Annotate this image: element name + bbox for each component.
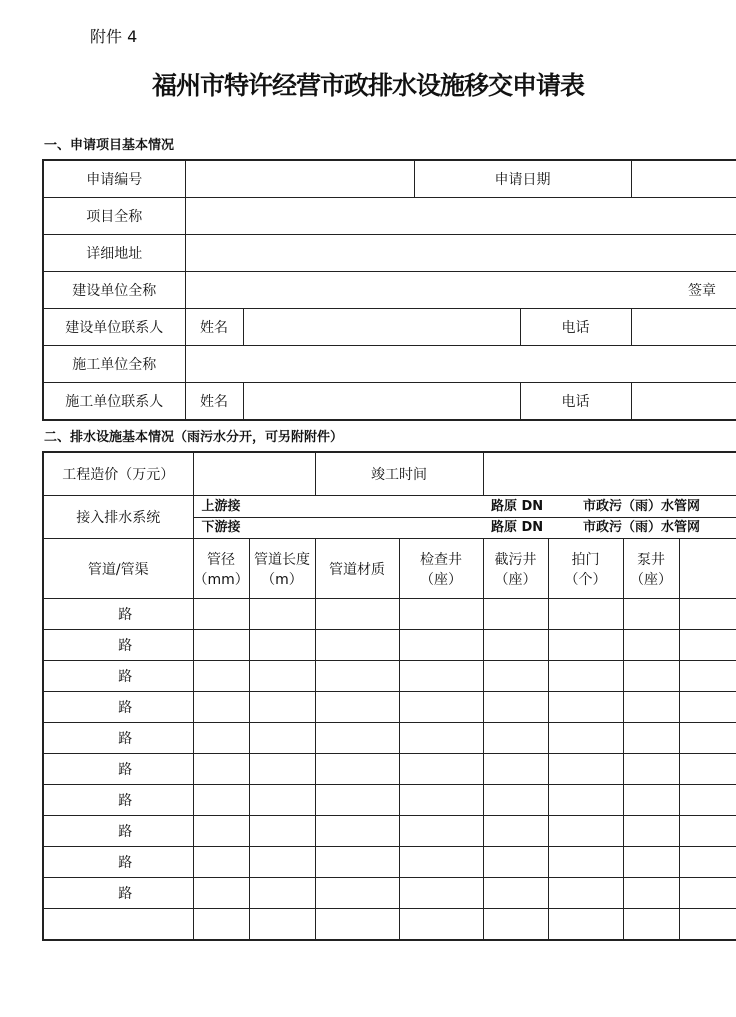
pipe-data-cell[interactable]	[548, 754, 623, 785]
completion-time-field[interactable]	[483, 452, 736, 496]
pipe-row	[43, 847, 736, 878]
pipe-data-cell[interactable]	[399, 909, 483, 941]
pipe-data-cell[interactable]	[623, 723, 679, 754]
pipe-data-cell[interactable]	[249, 816, 315, 847]
pipe-data-cell[interactable]	[483, 599, 548, 630]
builder-name-label: 建设单位全称	[43, 272, 185, 309]
pipe-data-cell[interactable]	[399, 661, 483, 692]
pipe-data-cell[interactable]	[193, 692, 249, 723]
pipe-data-cell[interactable]	[249, 723, 315, 754]
pipe-data-cell[interactable]	[623, 630, 679, 661]
pipe-data-cell[interactable]	[399, 599, 483, 630]
pipe-data-cell[interactable]	[249, 878, 315, 909]
pipe-data-cell[interactable]	[483, 816, 548, 847]
pipe-data-cell[interactable]	[679, 661, 736, 692]
pipe-data-cell[interactable]	[679, 878, 736, 909]
pipe-data-cell[interactable]	[193, 785, 249, 816]
downstream-network: 市政污（雨）水管网	[582, 519, 700, 535]
pipe-data-cell[interactable]	[548, 816, 623, 847]
pipe-data-cell[interactable]	[193, 816, 249, 847]
pipe-row	[43, 661, 736, 692]
section1-heading: 一、申请项目基本情况	[44, 138, 175, 153]
pipe-data-cell[interactable]	[679, 816, 736, 847]
cost-field[interactable]	[193, 452, 315, 496]
pipe-data-cell[interactable]	[399, 785, 483, 816]
pipe-road-cell[interactable]: 路	[43, 785, 193, 816]
address-field[interactable]	[185, 235, 736, 272]
pipe-road-cell[interactable]: 路	[43, 723, 193, 754]
constructor-contact-phone-field[interactable]	[631, 383, 736, 421]
builder-contact-label: 建设单位联系人	[43, 309, 185, 346]
pipe-data-cell[interactable]	[623, 599, 679, 630]
pipe-data-cell[interactable]	[548, 661, 623, 692]
pipe-data-cell[interactable]	[483, 754, 548, 785]
pipe-road-cell[interactable]	[43, 909, 193, 941]
pipe-data-cell[interactable]	[399, 878, 483, 909]
pipe-data-cell[interactable]	[548, 847, 623, 878]
pipe-data-cell[interactable]	[249, 599, 315, 630]
application-date-field[interactable]	[631, 160, 736, 198]
completion-time-label: 竣工时间	[315, 452, 483, 496]
access-system-field[interactable]	[193, 496, 736, 539]
pipe-road-cell[interactable]: 路	[43, 816, 193, 847]
address-label: 详细地址	[43, 235, 185, 272]
pipe-row	[43, 878, 736, 909]
pipe-data-cell[interactable]	[548, 630, 623, 661]
pipe-data-cell[interactable]	[249, 754, 315, 785]
pipe-data-cell[interactable]	[623, 909, 679, 941]
pipe-data-cell[interactable]	[193, 909, 249, 941]
cost-label: 工程造价（万元）	[43, 452, 193, 496]
constructor-contact-name-label: 姓名	[185, 383, 243, 421]
pipe-data-cell[interactable]	[623, 692, 679, 723]
col-pump: 泵井 （座）	[623, 539, 679, 599]
facility-table	[42, 451, 736, 941]
col-inspection: 检查井 （座）	[399, 539, 483, 599]
pipe-data-cell[interactable]	[679, 785, 736, 816]
pipe-data-cell[interactable]	[548, 723, 623, 754]
pipe-road-cell[interactable]: 路	[43, 878, 193, 909]
constructor-name-label: 施工单位全称	[43, 346, 185, 383]
builder-contact-phone-label: 电话	[520, 309, 631, 346]
pipe-data-cell[interactable]	[623, 847, 679, 878]
constructor-contact-phone-label: 电话	[520, 383, 631, 421]
col-interception: 截污井 （座）	[483, 539, 548, 599]
pipe-data-cell[interactable]	[679, 847, 736, 878]
pipe-data-cell[interactable]	[548, 878, 623, 909]
pipe-road-cell[interactable]: 路	[43, 692, 193, 723]
constructor-name-field[interactable]	[185, 346, 736, 383]
upstream-network: 市政污（雨）水管网	[582, 498, 700, 514]
pipe-data-cell[interactable]	[249, 661, 315, 692]
pipe-data-cell[interactable]	[249, 785, 315, 816]
pipe-data-cell[interactable]	[193, 661, 249, 692]
builder-contact-name-field[interactable]	[243, 309, 520, 346]
section2-heading: 二、排水设施基本情况（雨污水分开，可另附附件）	[44, 430, 344, 445]
pipe-road-cell[interactable]: 路	[43, 630, 193, 661]
application-no-field[interactable]	[185, 160, 414, 198]
pipe-data-cell[interactable]	[483, 878, 548, 909]
pipe-data-cell[interactable]	[315, 816, 399, 847]
pipe-data-cell[interactable]	[679, 909, 736, 941]
pipe-data-cell[interactable]	[483, 909, 548, 941]
col-length: 管道长度 （m）	[249, 539, 315, 599]
pipe-row	[43, 816, 736, 847]
pipe-data-cell[interactable]	[399, 847, 483, 878]
pipe-road-cell[interactable]: 路	[43, 847, 193, 878]
pipe-data-cell[interactable]	[315, 692, 399, 723]
builder-name-field[interactable]	[185, 272, 736, 309]
constructor-contact-label: 施工单位联系人	[43, 383, 185, 421]
upstream-label: 上游接	[201, 498, 241, 514]
pipe-data-cell[interactable]	[399, 630, 483, 661]
col-flap: 拍门 （个）	[548, 539, 623, 599]
pipe-data-cell[interactable]	[249, 909, 315, 941]
pipe-road-cell[interactable]: 路	[43, 754, 193, 785]
attachment-label: 附件 4	[90, 27, 138, 46]
seal-label: 签章	[688, 283, 717, 299]
pipe-data-cell[interactable]	[315, 909, 399, 941]
builder-contact-name-label: 姓名	[185, 309, 243, 346]
form-title: 福州市特许经营市政排水设施移交申请表	[151, 71, 584, 100]
pipe-data-cell[interactable]	[623, 878, 679, 909]
pipe-data-cell[interactable]	[548, 909, 623, 941]
pipe-data-cell[interactable]	[623, 661, 679, 692]
col-diameter: 管径 （mm）	[193, 539, 249, 599]
pipe-data-cell[interactable]	[315, 661, 399, 692]
pipe-data-cell[interactable]	[315, 785, 399, 816]
pipe-row	[43, 754, 736, 785]
pipe-data-cell[interactable]	[315, 599, 399, 630]
pipe-row	[43, 599, 736, 630]
col-material: 管道材质	[315, 539, 399, 599]
pipe-rows	[43, 599, 736, 941]
column-header-row	[43, 539, 736, 599]
pipe-road-cell[interactable]: 路	[43, 661, 193, 692]
pipe-data-cell[interactable]	[548, 692, 623, 723]
pipe-data-cell[interactable]	[193, 878, 249, 909]
pipe-data-cell[interactable]	[399, 816, 483, 847]
pipe-data-cell[interactable]	[193, 630, 249, 661]
pipe-data-cell[interactable]	[483, 692, 548, 723]
pipe-data-cell[interactable]	[193, 723, 249, 754]
pipe-data-cell[interactable]	[623, 754, 679, 785]
pipe-data-cell[interactable]	[548, 599, 623, 630]
pipe-data-cell[interactable]	[679, 630, 736, 661]
downstream-label: 下游接	[201, 519, 241, 535]
pipe-data-cell[interactable]	[249, 847, 315, 878]
builder-contact-phone-field[interactable]	[631, 309, 736, 346]
application-no-label: 申请编号	[43, 160, 185, 198]
application-date-label: 申请日期	[414, 160, 631, 198]
pipe-data-cell[interactable]	[483, 785, 548, 816]
pipe-data-cell[interactable]	[193, 847, 249, 878]
pipe-data-cell[interactable]	[315, 847, 399, 878]
pipe-data-cell[interactable]	[679, 692, 736, 723]
pipe-data-cell[interactable]	[548, 785, 623, 816]
basic-info-table	[42, 159, 736, 421]
pipe-data-cell[interactable]	[249, 692, 315, 723]
pipe-row	[43, 723, 736, 754]
downstream-row	[194, 517, 736, 538]
pipe-row	[43, 785, 736, 816]
pipe-data-cell[interactable]	[399, 723, 483, 754]
pipe-data-cell[interactable]	[679, 754, 736, 785]
pipe-data-cell[interactable]	[399, 692, 483, 723]
project-name-field[interactable]	[185, 198, 736, 235]
pipe-data-cell[interactable]	[315, 630, 399, 661]
pipe-row	[43, 630, 736, 661]
pipe-data-cell[interactable]	[623, 816, 679, 847]
pipe-row	[43, 692, 736, 723]
upstream-row	[194, 497, 736, 517]
project-name-label: 项目全称	[43, 198, 185, 235]
pipe-data-cell[interactable]	[315, 878, 399, 909]
pipe-data-cell[interactable]	[399, 754, 483, 785]
pipe-data-cell[interactable]	[483, 723, 548, 754]
col-pipe: 管道/管渠	[43, 539, 193, 599]
pipe-data-cell[interactable]	[483, 630, 548, 661]
pipe-data-cell[interactable]	[315, 723, 399, 754]
pipe-road-cell[interactable]: 路	[43, 599, 193, 630]
pipe-row	[43, 909, 736, 941]
pipe-data-cell[interactable]	[315, 754, 399, 785]
pipe-data-cell[interactable]	[483, 661, 548, 692]
pipe-data-cell[interactable]	[193, 754, 249, 785]
pipe-data-cell[interactable]	[623, 785, 679, 816]
pipe-data-cell[interactable]	[679, 599, 736, 630]
pipe-data-cell[interactable]	[483, 847, 548, 878]
pipe-data-cell[interactable]	[193, 599, 249, 630]
upstream-road-dn: 路原 DN	[490, 498, 544, 514]
pipe-data-cell[interactable]	[249, 630, 315, 661]
constructor-contact-name-field[interactable]	[243, 383, 520, 421]
downstream-road-dn: 路原 DN	[490, 519, 544, 535]
pipe-data-cell[interactable]	[679, 723, 736, 754]
access-system-label: 接入排水系统	[43, 496, 193, 539]
